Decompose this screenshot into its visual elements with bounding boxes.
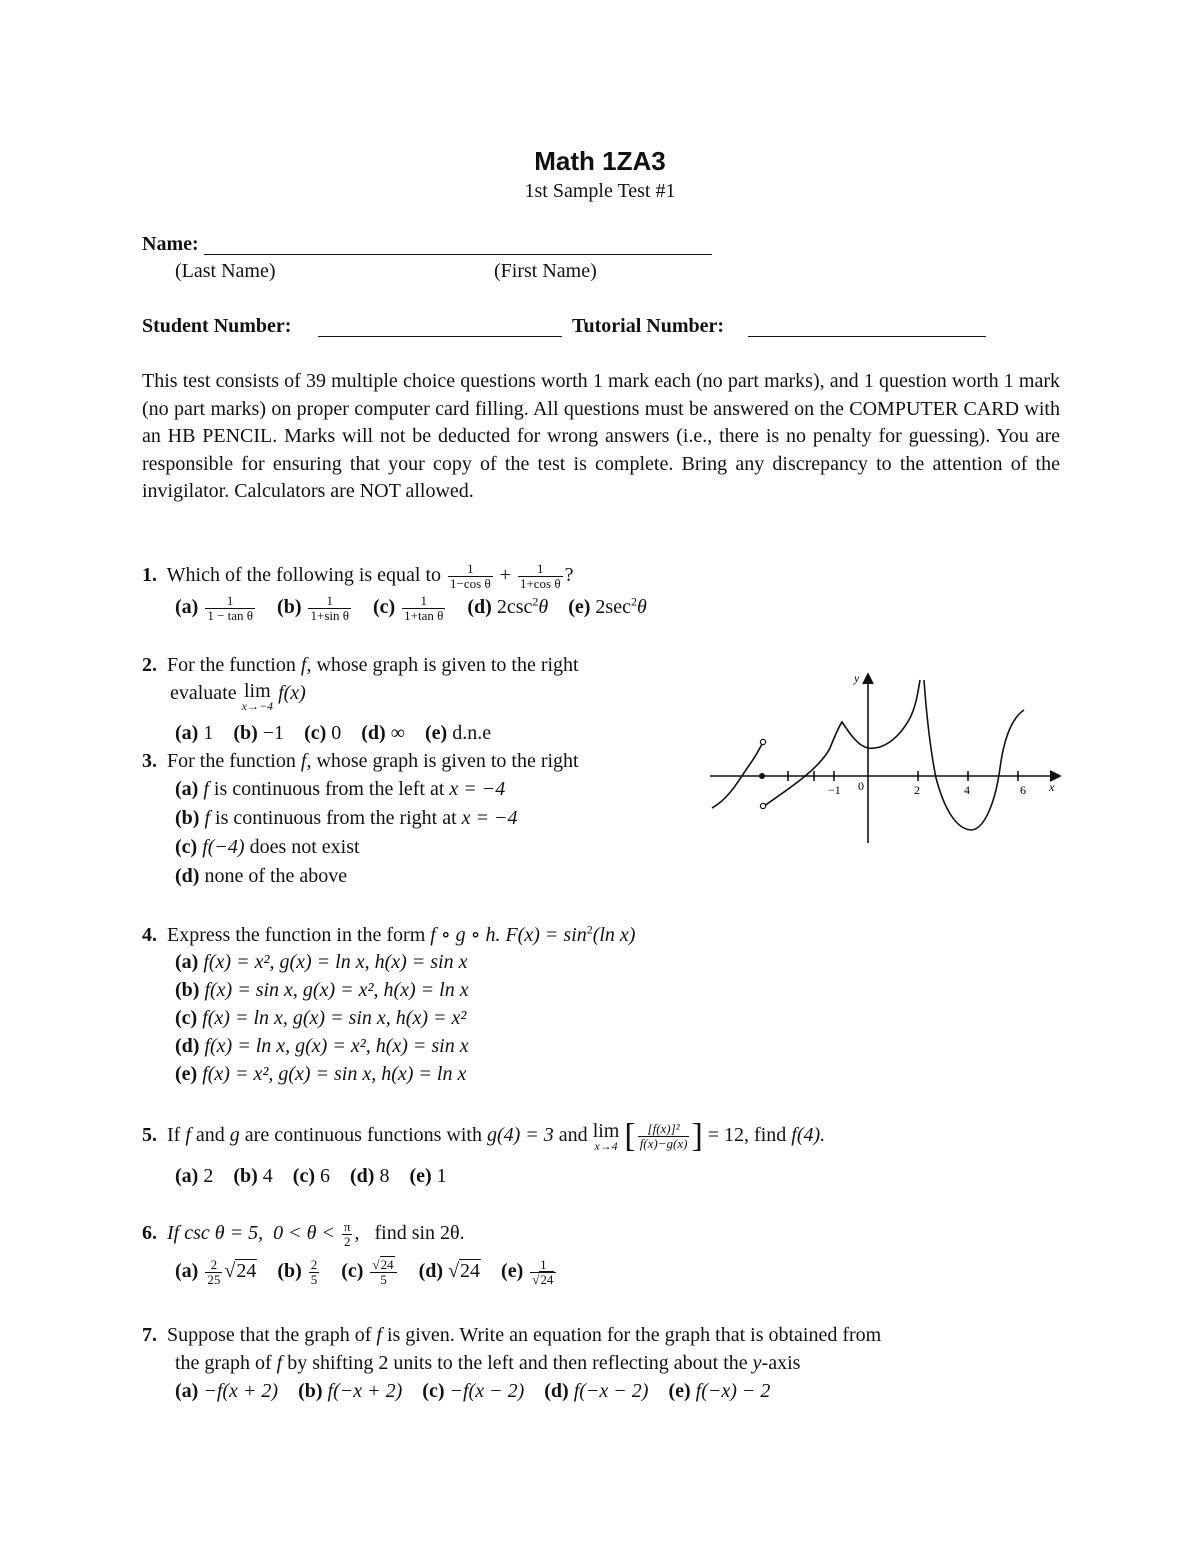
tick-label: 4 — [964, 783, 970, 797]
question-4: 4. Express the function in the form f ∘ g ∘ h. $F(x) = \sin^2(\ln$ x) — [142, 922, 636, 946]
student-number-line[interactable] — [318, 336, 562, 337]
question-2-evaluate: evaluate lim x→−4 f(x) — [170, 680, 306, 713]
question-7-line-1: 7. Suppose that the graph of f is given. Write an equation for the graph that is obtained from — [142, 1324, 882, 1346]
question-3-option-c: (c) f(−4) does not exist — [175, 836, 360, 858]
tick-label: −1 — [828, 783, 841, 797]
question-5-options: (a) 2 (b) 4 (c) 6 (d) 8 (e) 1 — [175, 1165, 447, 1187]
open-point-upper — [760, 739, 765, 744]
question-3-option-b: (b) f is continuous from the right at x = −4 — [175, 807, 518, 829]
question-4-option-d: (d) f(x) = ln x, g(x) = x², h(x) = sin x — [175, 1035, 469, 1057]
graph-y-label: y — [854, 671, 860, 685]
question-4-option-c: (c) f(x) = ln x, g(x) = sin x, h(x) = x² — [175, 1007, 467, 1029]
tick-label: 6 — [1020, 783, 1026, 797]
question-3: 3. For the function f, whose graph is given to the right — [142, 750, 579, 772]
open-point-lower — [760, 803, 765, 808]
page-title: Math 1ZA3 — [534, 146, 666, 176]
graph-x-label: x — [1049, 780, 1055, 794]
last-name-caption: (Last Name) — [175, 260, 276, 282]
curve-left — [712, 742, 763, 808]
question-6-options: (a) $\frac{2}{25}$ √24 (b) $\frac{2}{5}$ (c) $\frac{√24}{5}$ (d) √24 (e) $\frac{1}{√24}$ — [175, 1258, 558, 1287]
page-subtitle: 1st Sample Test #1 — [524, 180, 676, 202]
question-1: 1. Which of the following is equal to $\frac{1}{\text{1−cos θ}}$ + $\frac{1}{\text{1+cos θ}}$ ? — [142, 561, 574, 591]
instructions: This test consists of 39 multiple choice questions worth 1 mark each (no part marks), and 1 question worth 1 mark (no part marks) on proper computer card filling. All questions must be answered on the COMPUTER CARD with an HB PENCIL. Marks will not be deducted for wrong answers (i.e., there is no penalty for guessing). You are responsible for ensuring that your copy of the test is complete. Bring any discrepancy to the attention of the invigilator. Calculators are NOT allowed. — [142, 370, 1060, 502]
closed-point — [759, 773, 765, 779]
function-graph — [700, 668, 1070, 848]
question-2-options: (a) 1 (b) −1 (c) 0 (d) ∞ (e) d.n.e — [175, 722, 492, 744]
student-number-label: Student Number: — [142, 315, 292, 337]
tutorial-number-label: Tutorial Number: — [572, 315, 725, 337]
question-5: 5. If f and g are continuous functions with g(4) = 3 and lim x→4 [ $\frac{\text{[f(x)]²}}{f(x)-g(x)}$ ] = 12, find f(4). — [142, 1117, 826, 1155]
question-3-option-d: (d) none of the above — [175, 865, 348, 887]
question-7-line-2: the graph of f by shifting 2 units to the left and then reflecting about the y-axis — [175, 1352, 801, 1374]
question-4-option-e: (e) f(x) = x², g(x) = sin x, h(x) = ln x — [175, 1063, 467, 1085]
question-4-option-a: (a) f(x) = x², g(x) = ln x, h(x) = sin x — [175, 951, 468, 973]
first-name-caption: (First Name) — [494, 260, 597, 282]
question-1-options: (a) $\frac{1}{\text{1 − tan θ}}$ (b) $\frac{1}{\text{1+sin θ}}$ (c) $\frac{1}{\text{1+tan θ}}$ (d) $2\csc^2\theta$ (e) $2\sec^2\theta$ — [175, 593, 647, 623]
tutorial-number-line[interactable] — [748, 336, 986, 337]
question-6: 6. If csc θ = 5, 0 < θ < $\frac{\pi}{2}$ , find sin 2θ. — [142, 1219, 465, 1249]
question-4-option-b: (b) f(x) = sin x, g(x) = x², h(x) = ln x — [175, 979, 469, 1001]
tick-label: 2 — [914, 783, 920, 797]
question-7-options: (a) −f(x + 2) (b) f(−x + 2) (c) −f(x − 2) (d) f(−x − 2) (e) f(−x) − 2 — [175, 1380, 771, 1402]
curve-right — [924, 680, 1024, 830]
curve-middle — [764, 680, 920, 806]
question-3-option-a: (a) f is continuous from the left at x = −4 — [175, 778, 506, 800]
tick-label: 0 — [858, 779, 864, 793]
name-line[interactable] — [204, 254, 712, 255]
name-label: Name: — [142, 233, 199, 255]
question-2: 2. For the function f, whose graph is given to the right — [142, 654, 579, 676]
